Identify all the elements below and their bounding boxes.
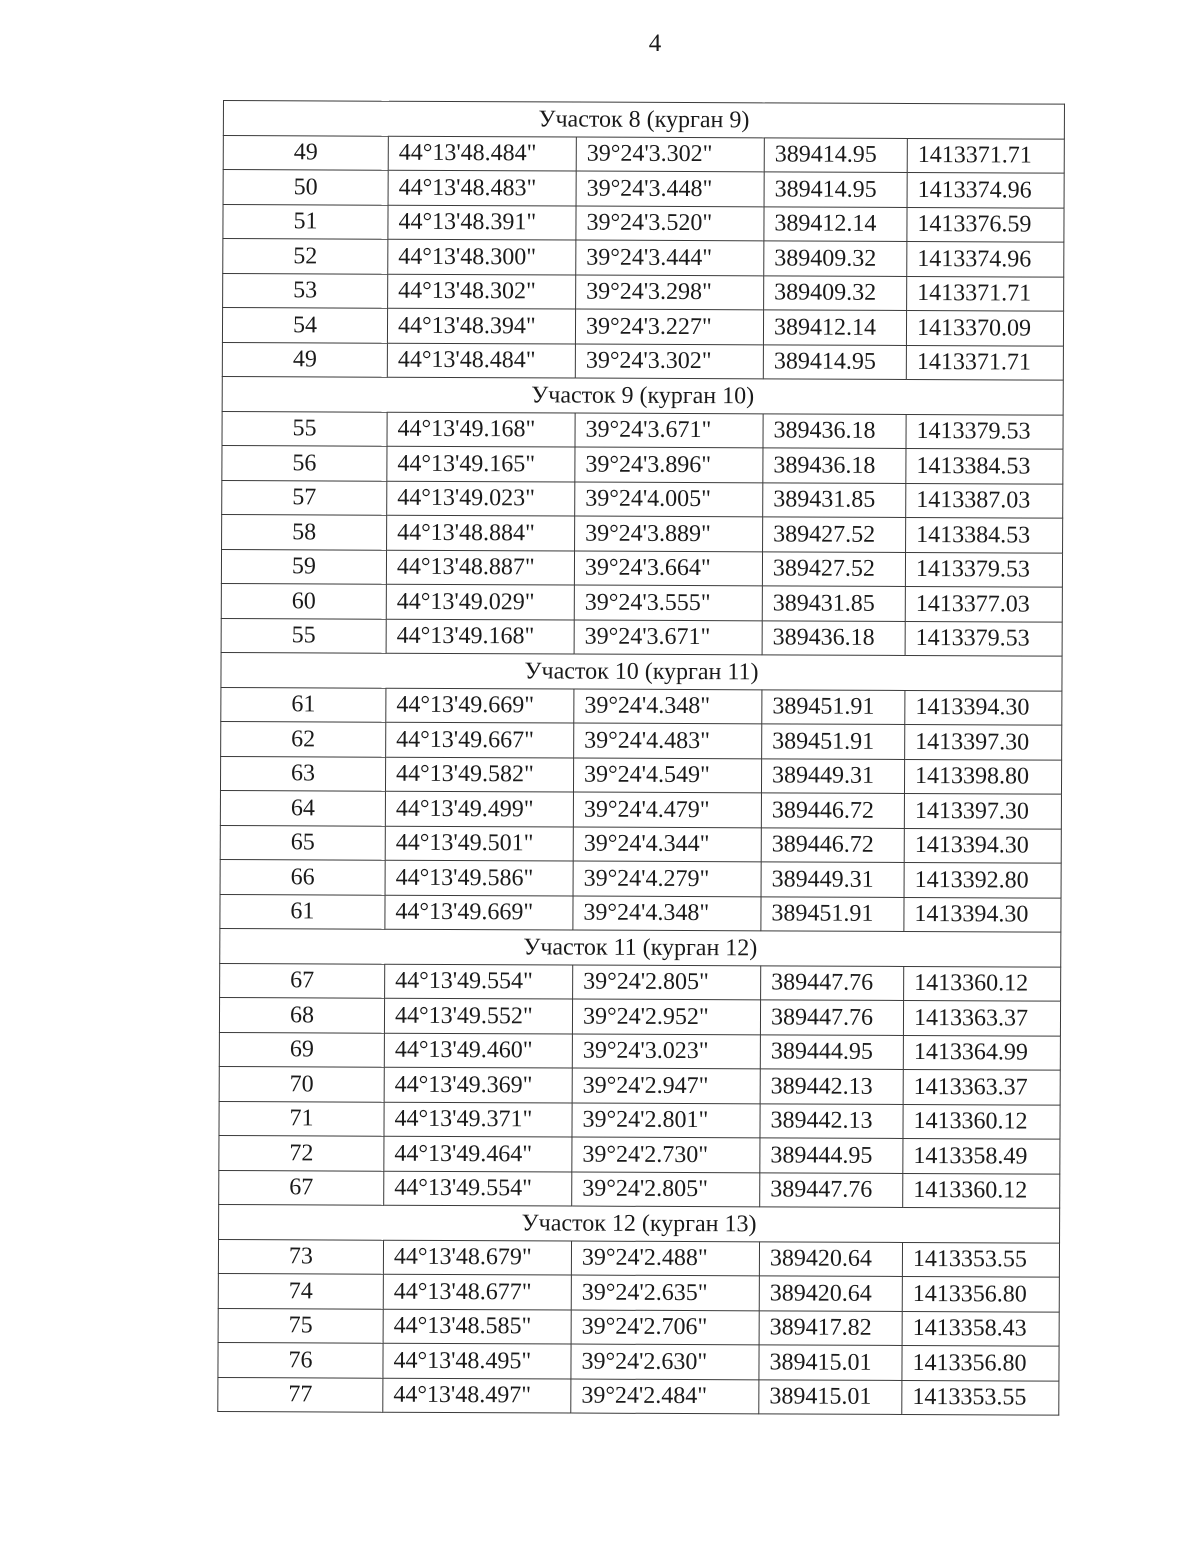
point-number-cell: 63 — [220, 756, 385, 791]
y-coordinate-cell: 1413360.12 — [904, 966, 1061, 1001]
longitude-cell: 39°24'4.279" — [573, 861, 761, 896]
latitude-cell: 44°13'49.586" — [385, 860, 573, 895]
latitude-cell: 44°13'49.023" — [387, 481, 575, 516]
x-coordinate-cell: 389427.52 — [763, 517, 906, 552]
longitude-cell: 39°24'3.302" — [575, 344, 763, 379]
point-number-cell: 59 — [221, 549, 386, 584]
y-coordinate-cell: 1413394.30 — [904, 828, 1061, 863]
latitude-cell: 44°13'49.554" — [384, 1171, 572, 1206]
y-coordinate-cell: 1413377.03 — [905, 586, 1062, 621]
x-coordinate-cell: 389436.18 — [763, 413, 906, 448]
section-header-row — [221, 652, 1062, 690]
latitude-cell: 44°13'49.168" — [386, 619, 574, 654]
x-coordinate-cell: 389414.95 — [764, 137, 907, 172]
y-coordinate-cell: 1413356.80 — [902, 1345, 1059, 1380]
coordinates-table-body — [218, 101, 1065, 1416]
table-row — [220, 756, 1061, 794]
table-row — [220, 963, 1061, 1001]
longitude-cell: 39°24'2.484" — [571, 1379, 759, 1414]
table-row — [219, 1135, 1060, 1173]
longitude-cell: 39°24'4.348" — [574, 689, 762, 724]
latitude-cell: 44°13'49.582" — [385, 757, 573, 792]
page-number: 4 — [648, 30, 662, 57]
x-coordinate-cell: 389442.13 — [760, 1103, 903, 1138]
x-coordinate-cell: 389409.32 — [764, 275, 907, 310]
latitude-cell: 44°13'49.464" — [384, 1136, 572, 1171]
section-header-row — [219, 1204, 1060, 1242]
longitude-cell: 39°24'3.448" — [576, 171, 764, 206]
longitude-cell: 39°24'2.730" — [572, 1137, 760, 1172]
coordinates-table — [217, 100, 1065, 1416]
latitude-cell: 44°13'48.391" — [388, 205, 576, 240]
x-coordinate-cell: 389446.72 — [761, 827, 904, 862]
point-number-cell: 55 — [221, 618, 386, 653]
latitude-cell: 44°13'48.302" — [388, 274, 576, 309]
table-row — [222, 411, 1063, 449]
point-number-cell: 77 — [218, 1377, 383, 1412]
y-coordinate-cell: 1413394.30 — [904, 897, 1061, 932]
table-row — [218, 1239, 1059, 1277]
longitude-cell: 39°24'2.805" — [572, 1172, 760, 1207]
longitude-cell: 39°24'2.952" — [572, 999, 760, 1034]
point-number-cell: 66 — [220, 859, 385, 894]
point-number-cell: 67 — [219, 1170, 384, 1205]
table-row — [219, 1066, 1060, 1104]
longitude-cell: 39°24'3.671" — [574, 620, 762, 655]
latitude-cell: 44°13'49.669" — [386, 688, 574, 723]
latitude-cell: 44°13'48.483" — [388, 170, 576, 205]
point-number-cell: 51 — [223, 204, 388, 239]
table-row — [219, 997, 1060, 1035]
x-coordinate-cell: 389451.91 — [762, 724, 905, 759]
y-coordinate-cell: 1413379.53 — [905, 552, 1062, 587]
section-title: Участок 11 (курган 12) — [220, 928, 1061, 966]
longitude-cell: 39°24'3.664" — [574, 551, 762, 586]
x-coordinate-cell: 389420.64 — [759, 1276, 902, 1311]
longitude-cell: 39°24'2.635" — [571, 1275, 759, 1310]
section-header-row — [222, 376, 1063, 414]
y-coordinate-cell: 1413358.43 — [902, 1311, 1059, 1346]
y-coordinate-cell: 1413371.71 — [906, 345, 1063, 380]
table-row — [221, 549, 1062, 587]
y-coordinate-cell: 1413387.03 — [906, 483, 1063, 518]
x-coordinate-cell: 389444.95 — [760, 1138, 903, 1173]
x-coordinate-cell: 389449.31 — [761, 862, 904, 897]
x-coordinate-cell: 389447.76 — [760, 1000, 903, 1035]
section-title: Участок 10 (курган 11) — [221, 652, 1062, 690]
latitude-cell: 44°13'48.679" — [383, 1240, 571, 1275]
latitude-cell: 44°13'49.499" — [385, 791, 573, 826]
y-coordinate-cell: 1413394.30 — [905, 690, 1062, 725]
table-row — [223, 204, 1064, 242]
table-row — [222, 480, 1063, 518]
longitude-cell: 39°24'2.488" — [571, 1241, 759, 1276]
latitude-cell: 44°13'48.677" — [383, 1274, 571, 1309]
longitude-cell: 39°24'3.889" — [575, 516, 763, 551]
table-row — [219, 1101, 1060, 1139]
table-row — [218, 1377, 1059, 1415]
x-coordinate-cell: 389417.82 — [759, 1310, 902, 1345]
latitude-cell: 44°13'49.168" — [387, 412, 575, 447]
table-row — [222, 342, 1063, 380]
section-title: Участок 8 (курган 9) — [223, 101, 1064, 139]
table-row — [223, 170, 1064, 208]
table-row — [220, 825, 1061, 863]
latitude-cell: 44°13'48.495" — [383, 1343, 571, 1378]
x-coordinate-cell: 389436.18 — [762, 620, 905, 655]
y-coordinate-cell: 1413397.30 — [904, 793, 1061, 828]
y-coordinate-cell: 1413353.55 — [902, 1242, 1059, 1277]
longitude-cell: 39°24'3.896" — [575, 447, 763, 482]
longitude-cell: 39°24'3.227" — [575, 309, 763, 344]
latitude-cell: 44°13'49.029" — [386, 584, 574, 619]
point-number-cell: 65 — [220, 825, 385, 860]
point-number-cell: 64 — [220, 790, 385, 825]
table-row — [219, 1170, 1060, 1208]
latitude-cell: 44°13'49.552" — [384, 998, 572, 1033]
section-title: Участок 9 (курган 10) — [222, 376, 1063, 414]
y-coordinate-cell: 1413363.37 — [903, 1000, 1060, 1035]
y-coordinate-cell: 1413379.53 — [906, 414, 1063, 449]
section-header-row — [220, 928, 1061, 966]
x-coordinate-cell: 389431.85 — [762, 586, 905, 621]
longitude-cell: 39°24'3.023" — [572, 1034, 760, 1069]
latitude-cell: 44°13'49.369" — [384, 1067, 572, 1102]
point-number-cell: 53 — [223, 273, 388, 308]
y-coordinate-cell: 1413374.96 — [907, 241, 1064, 276]
table-row — [222, 308, 1063, 346]
x-coordinate-cell: 389414.95 — [764, 172, 907, 207]
y-coordinate-cell: 1413376.59 — [907, 207, 1064, 242]
section-title: Участок 12 (курган 13) — [219, 1204, 1060, 1242]
longitude-cell: 39°24'2.947" — [572, 1068, 760, 1103]
latitude-cell: 44°13'48.887" — [386, 550, 574, 585]
longitude-cell: 39°24'4.483" — [574, 723, 762, 758]
y-coordinate-cell: 1413371.71 — [907, 138, 1064, 173]
longitude-cell: 39°24'2.805" — [573, 965, 761, 1000]
table-row — [221, 721, 1062, 759]
latitude-cell: 44°13'49.371" — [384, 1102, 572, 1137]
table-row — [220, 859, 1061, 897]
y-coordinate-cell: 1413384.53 — [906, 517, 1063, 552]
x-coordinate-cell: 389409.32 — [764, 241, 907, 276]
table-row — [220, 894, 1061, 932]
latitude-cell: 44°13'49.501" — [385, 826, 573, 861]
x-coordinate-cell: 389449.31 — [761, 758, 904, 793]
longitude-cell: 39°24'4.348" — [573, 896, 761, 931]
point-number-cell: 62 — [221, 721, 386, 756]
x-coordinate-cell: 389446.72 — [761, 793, 904, 828]
y-coordinate-cell: 1413371.71 — [907, 276, 1064, 311]
x-coordinate-cell: 389427.52 — [762, 551, 905, 586]
longitude-cell: 39°24'4.479" — [573, 792, 761, 827]
latitude-cell: 44°13'48.484" — [388, 136, 576, 171]
point-number-cell: 69 — [219, 1032, 384, 1067]
longitude-cell: 39°24'3.302" — [576, 137, 764, 172]
point-number-cell: 71 — [219, 1101, 384, 1136]
x-coordinate-cell: 389431.85 — [763, 482, 906, 517]
latitude-cell: 44°13'48.497" — [383, 1378, 571, 1413]
x-coordinate-cell: 389451.91 — [761, 896, 904, 931]
x-coordinate-cell: 389412.14 — [763, 310, 906, 345]
x-coordinate-cell: 389412.14 — [764, 206, 907, 241]
point-number-cell: 75 — [218, 1308, 383, 1343]
point-number-cell: 74 — [218, 1273, 383, 1308]
x-coordinate-cell: 389415.01 — [759, 1345, 902, 1380]
table-row — [218, 1273, 1059, 1311]
point-number-cell: 61 — [221, 687, 386, 722]
x-coordinate-cell: 389420.64 — [759, 1241, 902, 1276]
y-coordinate-cell: 1413392.80 — [904, 862, 1061, 897]
longitude-cell: 39°24'3.520" — [576, 206, 764, 241]
point-number-cell: 50 — [223, 170, 388, 205]
y-coordinate-cell: 1413379.53 — [905, 621, 1062, 656]
table-row — [222, 514, 1063, 552]
x-coordinate-cell: 389447.76 — [760, 1172, 903, 1207]
table-row — [223, 239, 1064, 277]
point-number-cell: 76 — [218, 1342, 383, 1377]
table-row — [223, 273, 1064, 311]
point-number-cell: 54 — [222, 308, 387, 343]
longitude-cell: 39°24'2.630" — [571, 1344, 759, 1379]
latitude-cell: 44°13'48.394" — [387, 308, 575, 343]
x-coordinate-cell: 389415.01 — [759, 1379, 902, 1414]
table-row — [221, 583, 1062, 621]
table-row — [222, 445, 1063, 483]
latitude-cell: 44°13'48.585" — [383, 1309, 571, 1344]
latitude-cell: 44°13'49.669" — [385, 895, 573, 930]
y-coordinate-cell: 1413358.49 — [903, 1138, 1060, 1173]
x-coordinate-cell: 389447.76 — [761, 965, 904, 1000]
point-number-cell: 68 — [219, 997, 384, 1032]
longitude-cell: 39°24'3.555" — [574, 585, 762, 620]
y-coordinate-cell: 1413363.37 — [903, 1069, 1060, 1104]
x-coordinate-cell: 389414.95 — [763, 344, 906, 379]
x-coordinate-cell: 389442.13 — [760, 1069, 903, 1104]
y-coordinate-cell: 1413360.12 — [903, 1173, 1060, 1208]
point-number-cell: 49 — [223, 135, 388, 170]
latitude-cell: 44°13'49.460" — [384, 1033, 572, 1068]
point-number-cell: 56 — [222, 445, 387, 480]
table-row — [221, 687, 1062, 725]
longitude-cell: 39°24'3.444" — [576, 240, 764, 275]
longitude-cell: 39°24'4.344" — [573, 827, 761, 862]
longitude-cell: 39°24'2.801" — [572, 1103, 760, 1138]
point-number-cell: 55 — [222, 411, 387, 446]
y-coordinate-cell: 1413398.80 — [904, 759, 1061, 794]
table-row — [218, 1308, 1059, 1346]
table-row — [218, 1342, 1059, 1380]
longitude-cell: 39°24'3.298" — [576, 275, 764, 310]
latitude-cell: 44°13'49.667" — [386, 722, 574, 757]
point-number-cell: 67 — [220, 963, 385, 998]
x-coordinate-cell: 389436.18 — [763, 448, 906, 483]
point-number-cell: 61 — [220, 894, 385, 929]
longitude-cell: 39°24'2.706" — [571, 1310, 759, 1345]
y-coordinate-cell: 1413370.09 — [906, 310, 1063, 345]
point-number-cell: 49 — [222, 342, 387, 377]
point-number-cell: 73 — [218, 1239, 383, 1274]
point-number-cell: 72 — [219, 1135, 384, 1170]
y-coordinate-cell: 1413360.12 — [903, 1104, 1060, 1139]
y-coordinate-cell: 1413364.99 — [903, 1035, 1060, 1070]
section-header-row — [223, 101, 1064, 139]
x-coordinate-cell: 389451.91 — [762, 689, 905, 724]
y-coordinate-cell: 1413374.96 — [907, 172, 1064, 207]
table-row — [220, 790, 1061, 828]
point-number-cell: 52 — [223, 239, 388, 274]
latitude-cell: 44°13'48.300" — [388, 239, 576, 274]
longitude-cell: 39°24'3.671" — [575, 413, 763, 448]
y-coordinate-cell: 1413353.55 — [902, 1380, 1059, 1415]
y-coordinate-cell: 1413397.30 — [905, 724, 1062, 759]
table-row — [221, 618, 1062, 656]
point-number-cell: 60 — [221, 583, 386, 618]
point-number-cell: 57 — [222, 480, 387, 515]
longitude-cell: 39°24'4.549" — [573, 758, 761, 793]
point-number-cell: 58 — [222, 514, 387, 549]
y-coordinate-cell: 1413356.80 — [902, 1276, 1059, 1311]
latitude-cell: 44°13'48.884" — [387, 515, 575, 550]
point-number-cell: 70 — [219, 1066, 384, 1101]
latitude-cell: 44°13'48.484" — [387, 343, 575, 378]
y-coordinate-cell: 1413384.53 — [906, 448, 1063, 483]
table-row — [219, 1032, 1060, 1070]
x-coordinate-cell: 389444.95 — [760, 1034, 903, 1069]
table-row — [223, 135, 1064, 173]
longitude-cell: 39°24'4.005" — [575, 482, 763, 517]
latitude-cell: 44°13'49.165" — [387, 446, 575, 481]
latitude-cell: 44°13'49.554" — [385, 964, 573, 999]
